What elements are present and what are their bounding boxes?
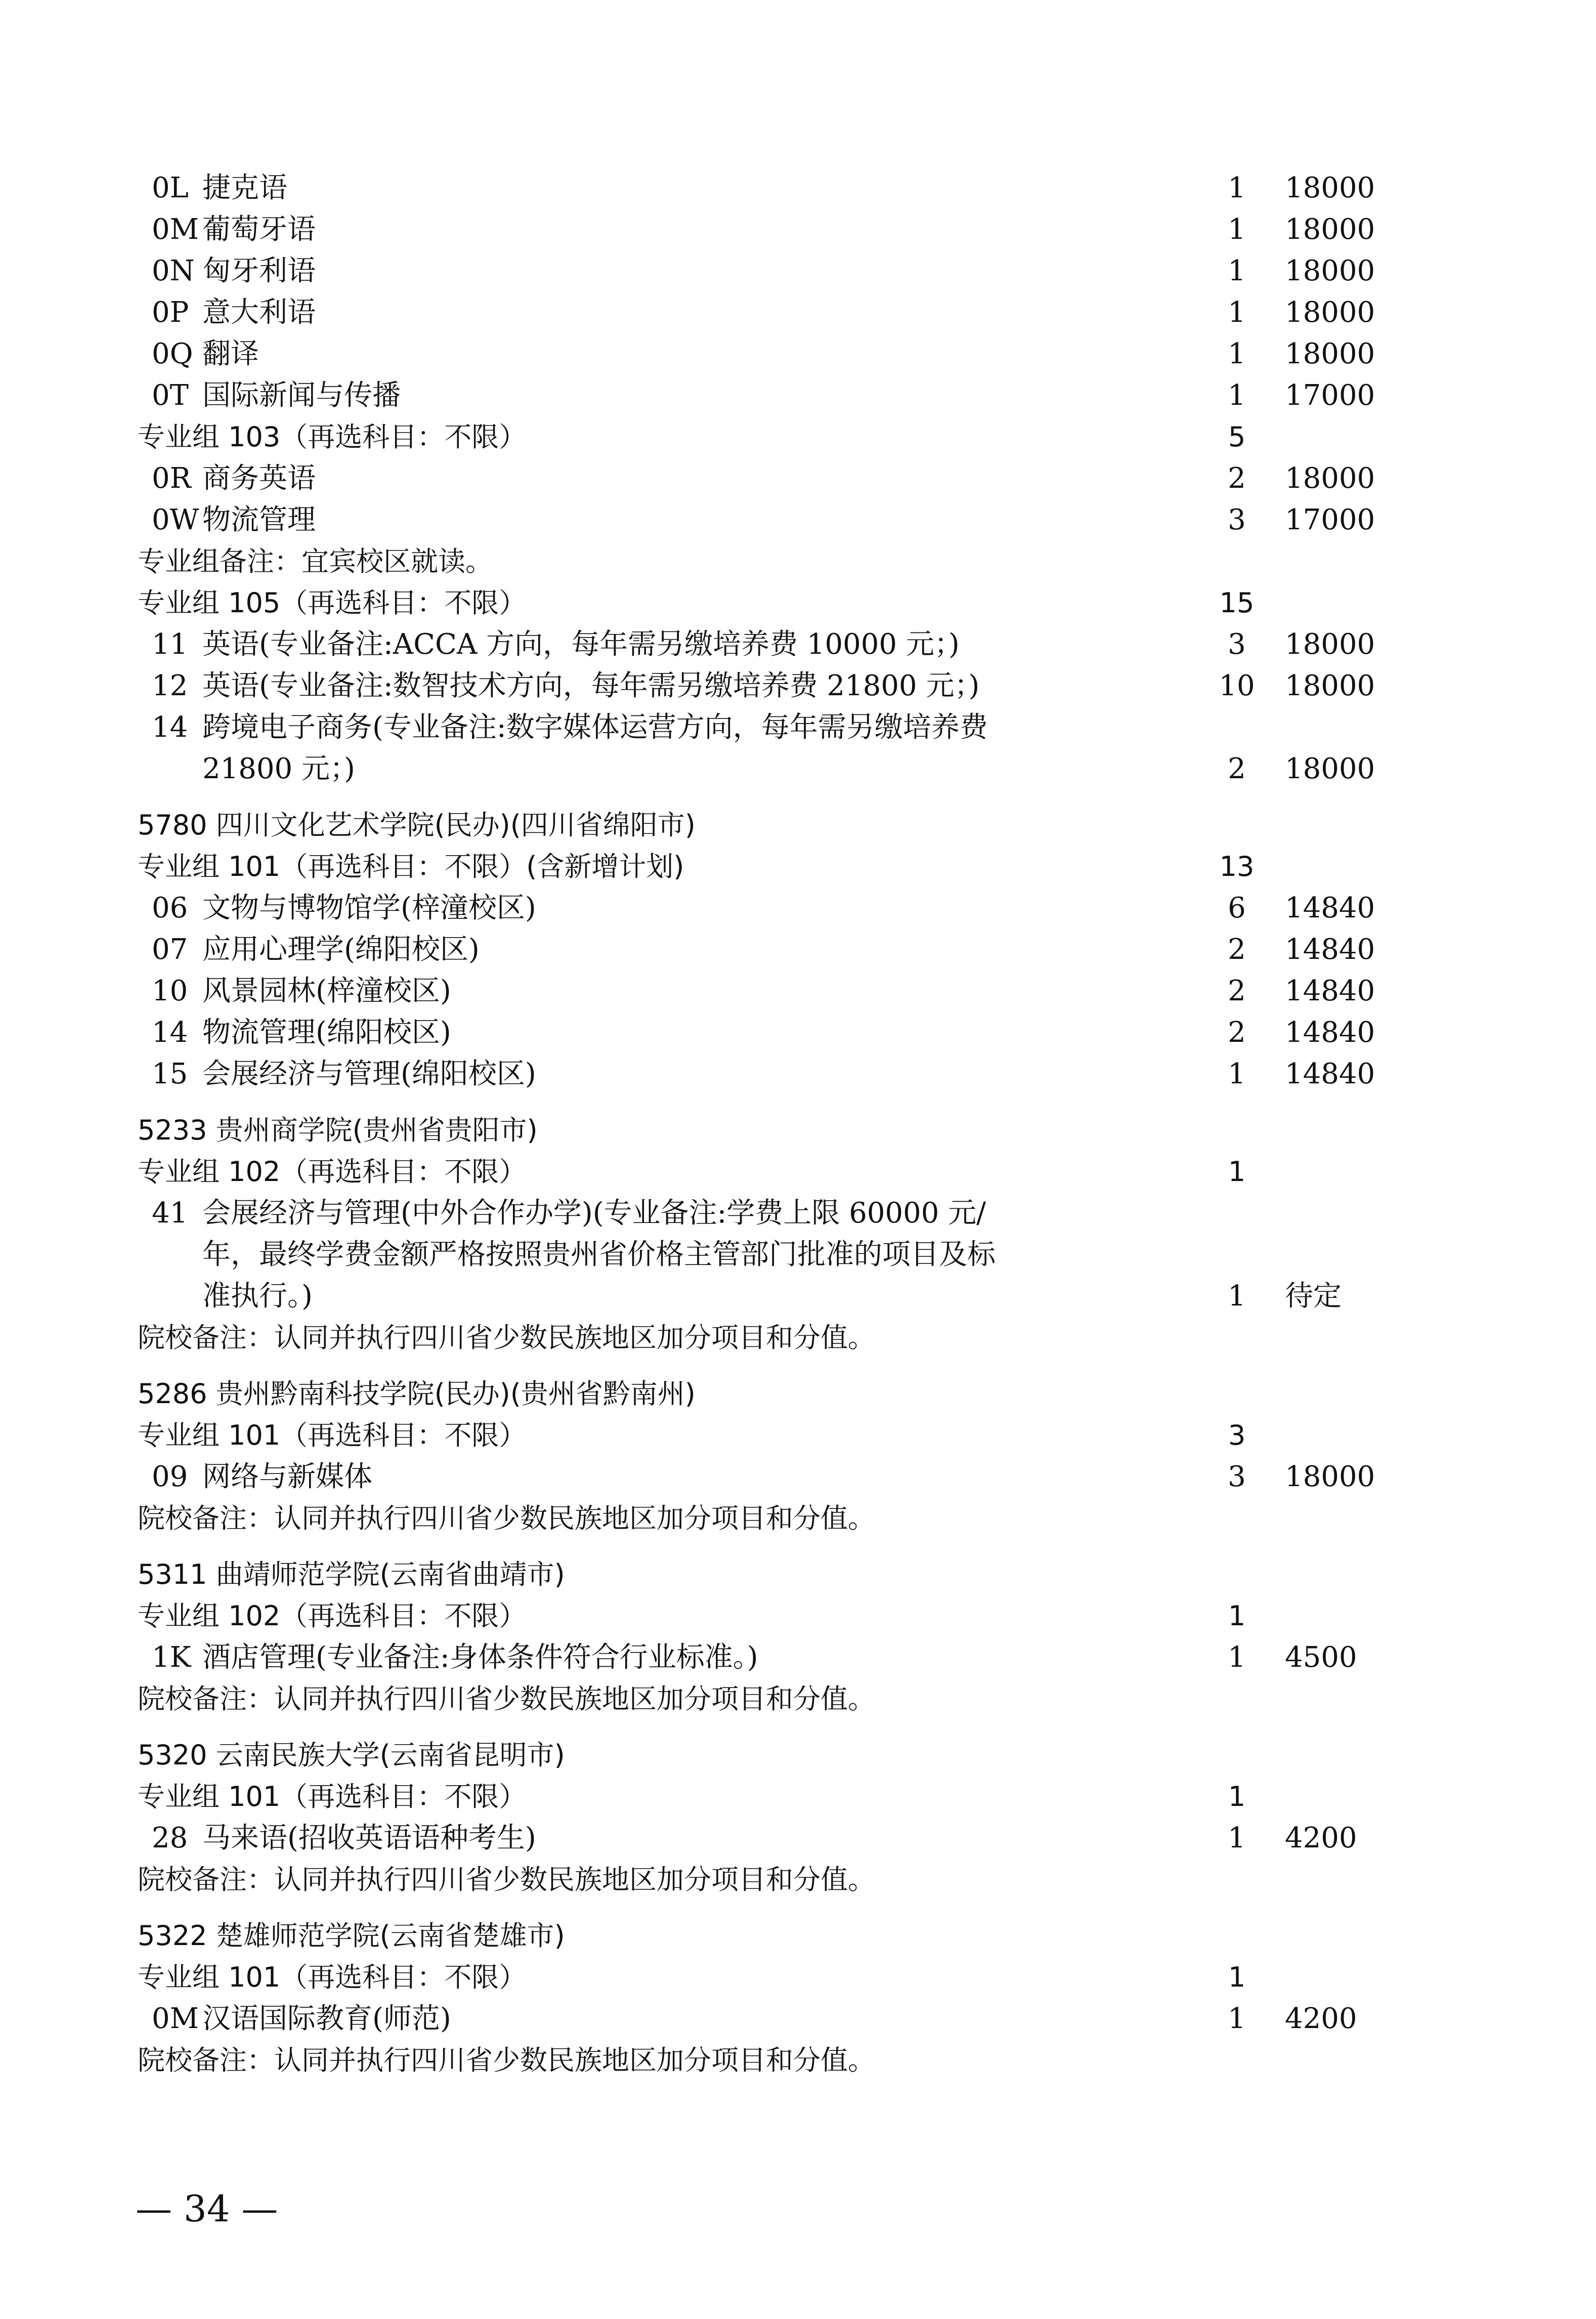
college-note-text: 院校备注：认同并执行四川省少数民族地区加分项目和分值。 bbox=[138, 1683, 875, 1715]
major-row bbox=[0, 888, 1596, 929]
major-name: 翻译 bbox=[202, 338, 259, 370]
major-name-continued: 21800 元；) bbox=[202, 752, 355, 785]
college-title bbox=[0, 1373, 1596, 1415]
major-row bbox=[0, 971, 1596, 1012]
plan-count: 1 bbox=[1228, 172, 1246, 204]
plan-count: 2 bbox=[1228, 1016, 1246, 1049]
plan-count: 1 bbox=[1228, 2002, 1246, 2035]
group-label: 专业组 105（再选科目：不限） bbox=[138, 587, 527, 619]
group-count: 5 bbox=[1228, 421, 1246, 453]
major-name: 应用心理学(绵阳校区) bbox=[202, 933, 480, 966]
major-row-continuation bbox=[0, 1234, 1596, 1276]
group-count: 1 bbox=[1228, 1156, 1246, 1188]
group-label: 专业组 101（再选科目：不限）(含新增计划) bbox=[138, 851, 684, 882]
plan-count: 10 bbox=[1219, 669, 1255, 702]
group-header bbox=[0, 1957, 1596, 1998]
plan-count: 1 bbox=[1228, 255, 1246, 287]
tuition-fee: 18000 bbox=[1285, 628, 1375, 661]
major-code: 0R bbox=[152, 462, 191, 495]
plan-count: 1 bbox=[1228, 1058, 1246, 1090]
major-name-continued: 年，最终学费金额严格按照贵州省价格主管部门批准的项目及标 bbox=[202, 1238, 996, 1271]
group-count: 1 bbox=[1228, 1781, 1246, 1812]
college-note bbox=[0, 1317, 1596, 1359]
major-name: 汉语国际教育(师范) bbox=[202, 2002, 451, 2035]
tuition-fee: 14840 bbox=[1285, 933, 1375, 966]
tuition-fee: 14840 bbox=[1285, 1016, 1375, 1049]
major-row bbox=[0, 1012, 1596, 1053]
plan-count: 2 bbox=[1228, 975, 1246, 1007]
major-row bbox=[0, 1456, 1596, 1498]
tuition-fee: 18000 bbox=[1285, 1460, 1375, 1493]
major-name: 国际新闻与传播 bbox=[202, 379, 401, 412]
major-code: 0T bbox=[152, 379, 189, 412]
major-name: 物流管理(绵阳校区) bbox=[202, 1016, 451, 1049]
major-name: 英语(专业备注:ACCA 方向，每年需另缴培养费 10000 元；) bbox=[202, 628, 960, 661]
major-row bbox=[0, 1998, 1596, 2040]
major-row-continuation bbox=[0, 748, 1596, 790]
tuition-fee: 18000 bbox=[1285, 338, 1375, 370]
college-note bbox=[0, 1678, 1596, 1720]
major-name: 文物与博物馆学(梓潼校区) bbox=[202, 892, 536, 924]
major-code: 0Q bbox=[152, 338, 193, 370]
major-name: 物流管理 bbox=[202, 503, 316, 536]
group-label: 专业组 103（再选科目：不限） bbox=[138, 421, 527, 453]
major-code: 0L bbox=[152, 172, 189, 204]
major-code: 14 bbox=[152, 711, 188, 744]
college-name: 5322 楚雄师范学院(云南省楚雄市) bbox=[138, 1920, 565, 1952]
major-code: 0P bbox=[152, 296, 189, 329]
college-note-text: 院校备注：认同并执行四川省少数民族地区加分项目和分值。 bbox=[138, 2044, 875, 2076]
tuition-fee: 17000 bbox=[1285, 379, 1375, 412]
major-name: 跨境电子商务(专业备注:数字媒体运营方向，每年需另缴培养费 bbox=[202, 711, 988, 744]
tuition-fee: 18000 bbox=[1285, 462, 1375, 495]
plan-count: 6 bbox=[1228, 892, 1246, 924]
major-row bbox=[0, 1053, 1596, 1095]
major-code: 15 bbox=[152, 1058, 188, 1090]
major-code: 09 bbox=[152, 1460, 188, 1493]
tuition-fee: 14840 bbox=[1285, 975, 1375, 1007]
group-label: 专业组 102（再选科目：不限） bbox=[138, 1600, 527, 1632]
group-label: 专业组 101（再选科目：不限） bbox=[138, 1961, 527, 1993]
college-title bbox=[0, 1110, 1596, 1151]
major-row bbox=[0, 665, 1596, 707]
major-row bbox=[0, 1637, 1596, 1678]
tuition-fee: 18000 bbox=[1285, 172, 1375, 204]
plan-count: 1 bbox=[1228, 213, 1246, 246]
tuition-fee: 4200 bbox=[1285, 2002, 1357, 2035]
major-code: 0M bbox=[152, 213, 199, 246]
major-name: 匈牙利语 bbox=[202, 255, 316, 287]
major-code: 1K bbox=[152, 1641, 191, 1674]
tuition-fee: 待定 bbox=[1285, 1280, 1342, 1313]
group-count: 3 bbox=[1228, 1419, 1246, 1451]
group-header bbox=[0, 1595, 1596, 1637]
major-name: 葡萄牙语 bbox=[202, 213, 316, 246]
tuition-fee: 18000 bbox=[1285, 296, 1375, 329]
tuition-fee: 4200 bbox=[1285, 1822, 1357, 1854]
plan-count: 3 bbox=[1228, 503, 1246, 536]
page-number: — 34 — bbox=[136, 2187, 278, 2230]
plan-count: 1 bbox=[1228, 1280, 1246, 1313]
major-row bbox=[0, 624, 1596, 665]
major-name: 酒店管理(专业备注:身体条件符合行业标准。) bbox=[202, 1641, 758, 1674]
tuition-fee: 18000 bbox=[1285, 255, 1375, 287]
major-name: 风景园林(梓潼校区) bbox=[202, 975, 451, 1007]
major-name: 马来语(招收英语语种考生) bbox=[202, 1822, 536, 1854]
tuition-fee: 18000 bbox=[1285, 669, 1375, 702]
group-note-text: 专业组备注：宜宾校区就读。 bbox=[138, 545, 493, 577]
tuition-fee: 18000 bbox=[1285, 213, 1375, 246]
major-name: 会展经济与管理(绵阳校区) bbox=[202, 1058, 536, 1090]
major-code: 0M bbox=[152, 2002, 199, 2035]
major-code: 14 bbox=[152, 1016, 188, 1049]
college-note bbox=[0, 1859, 1596, 1901]
tuition-fee: 17000 bbox=[1285, 503, 1375, 536]
group-header bbox=[0, 1415, 1596, 1456]
college-title bbox=[0, 1735, 1596, 1776]
major-code: 12 bbox=[152, 669, 188, 702]
group-header bbox=[0, 846, 1596, 888]
group-label: 专业组 102（再选科目：不限） bbox=[138, 1156, 527, 1188]
college-note-text: 院校备注：认同并执行四川省少数民族地区加分项目和分值。 bbox=[138, 1864, 875, 1895]
college-title bbox=[0, 1554, 1596, 1595]
college-name: 5780 四川文化艺术学院(民办)(四川省绵阳市) bbox=[138, 809, 696, 841]
tuition-fee: 18000 bbox=[1285, 752, 1375, 785]
college-name: 5233 贵州商学院(贵州省贵阳市) bbox=[138, 1114, 538, 1146]
college-note-text: 院校备注：认同并执行四川省少数民族地区加分项目和分值。 bbox=[138, 1322, 875, 1354]
group-count: 1 bbox=[1228, 1600, 1246, 1632]
group-count: 15 bbox=[1219, 587, 1255, 619]
major-name: 捷克语 bbox=[202, 172, 287, 204]
major-row bbox=[0, 333, 1596, 375]
major-row bbox=[0, 499, 1596, 541]
major-code: 06 bbox=[152, 892, 188, 924]
plan-count: 1 bbox=[1228, 1641, 1246, 1674]
plan-count: 1 bbox=[1228, 296, 1246, 329]
group-header bbox=[0, 582, 1596, 624]
college-title bbox=[0, 805, 1596, 846]
major-name: 会展经济与管理(中外合作办学)(专业备注:学费上限 60000 元/ bbox=[202, 1197, 986, 1230]
plan-count: 2 bbox=[1228, 752, 1246, 785]
group-count: 1 bbox=[1228, 1961, 1246, 1993]
major-row bbox=[0, 209, 1596, 250]
college-name: 5320 云南民族大学(云南省昆明市) bbox=[138, 1739, 565, 1771]
college-note bbox=[0, 2040, 1596, 2081]
college-name: 5286 贵州黔南科技学院(民办)(贵州省黔南州) bbox=[138, 1378, 696, 1410]
major-row bbox=[0, 707, 1596, 748]
tuition-fee: 14840 bbox=[1285, 1058, 1375, 1090]
major-row-continuation bbox=[0, 1276, 1596, 1317]
college-note-text: 院校备注：认同并执行四川省少数民族地区加分项目和分值。 bbox=[138, 1502, 875, 1534]
major-row bbox=[0, 1818, 1596, 1859]
plan-count: 1 bbox=[1228, 379, 1246, 412]
major-code: 10 bbox=[152, 975, 188, 1007]
major-name: 意大利语 bbox=[202, 296, 316, 329]
group-header bbox=[0, 1776, 1596, 1818]
major-row bbox=[0, 167, 1596, 209]
group-header bbox=[0, 1151, 1596, 1193]
group-label: 专业组 101（再选科目：不限） bbox=[138, 1781, 527, 1812]
major-row bbox=[0, 250, 1596, 292]
major-name: 网络与新媒体 bbox=[202, 1460, 372, 1493]
plan-count: 1 bbox=[1228, 338, 1246, 370]
group-label: 专业组 101（再选科目：不限） bbox=[138, 1419, 527, 1451]
major-row bbox=[0, 1193, 1596, 1234]
college-title bbox=[0, 1915, 1596, 1957]
college-name: 5311 曲靖师范学院(云南省曲靖市) bbox=[138, 1558, 565, 1590]
tuition-fee: 14840 bbox=[1285, 892, 1375, 924]
plan-count: 1 bbox=[1228, 1822, 1246, 1854]
major-row bbox=[0, 292, 1596, 333]
plan-count: 2 bbox=[1228, 462, 1246, 495]
group-header bbox=[0, 416, 1596, 458]
major-code: 11 bbox=[152, 628, 188, 661]
group-count: 13 bbox=[1219, 851, 1255, 882]
major-code: 0N bbox=[152, 255, 195, 287]
major-code: 28 bbox=[152, 1822, 188, 1854]
major-row bbox=[0, 375, 1596, 416]
major-name-continued: 准执行。) bbox=[202, 1280, 313, 1313]
college-note bbox=[0, 1498, 1596, 1539]
group-note bbox=[0, 541, 1596, 582]
major-code: 07 bbox=[152, 933, 188, 966]
major-row bbox=[0, 929, 1596, 971]
major-code: 41 bbox=[152, 1197, 188, 1230]
major-name: 商务英语 bbox=[202, 462, 316, 495]
major-code: 0W bbox=[152, 503, 199, 536]
plan-count: 3 bbox=[1228, 628, 1246, 661]
tuition-fee: 4500 bbox=[1285, 1641, 1357, 1674]
plan-count: 2 bbox=[1228, 933, 1246, 966]
plan-count: 3 bbox=[1228, 1460, 1246, 1493]
major-row bbox=[0, 458, 1596, 499]
major-name: 英语(专业备注:数智技术方向，每年需另缴培养费 21800 元；) bbox=[202, 669, 980, 702]
